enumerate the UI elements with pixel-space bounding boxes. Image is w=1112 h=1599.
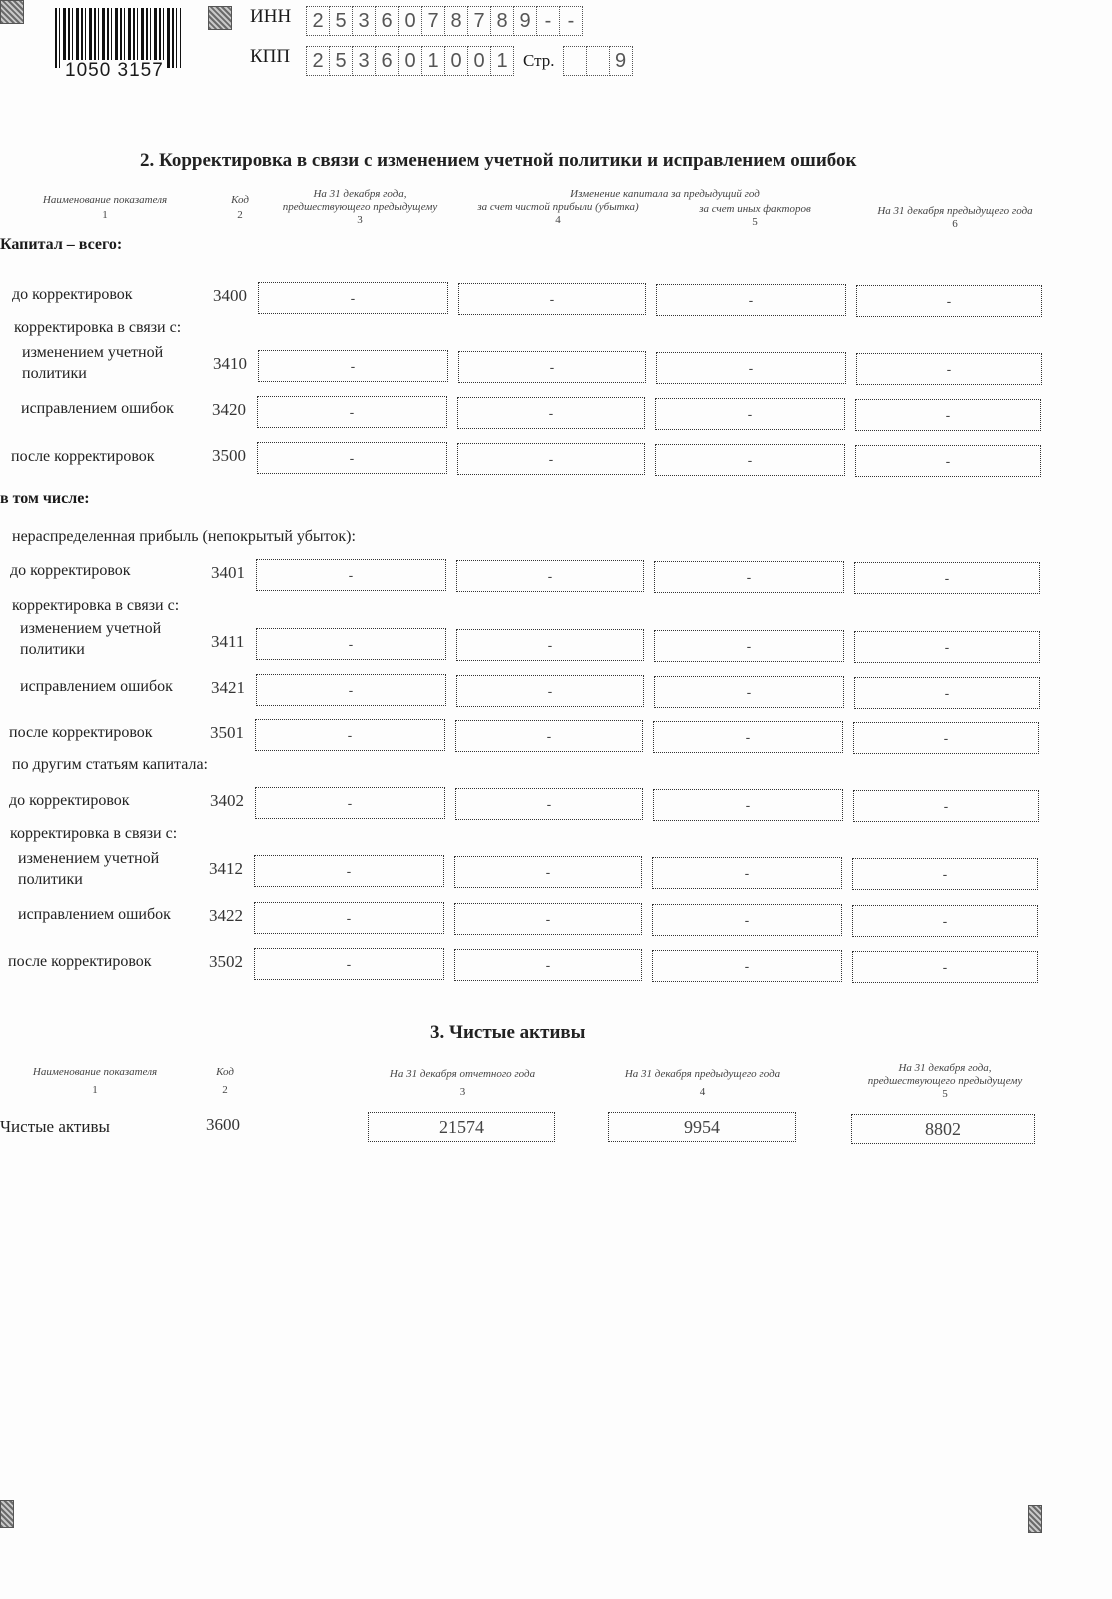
s3-col-header-name [25,1066,165,1097]
adjust-caption-3: корректировка в связи с: [10,825,178,842]
inn-digit-cell[interactable]: 2 [306,6,330,36]
row-code-3501: 3501 [210,723,244,742]
adjust-caption-1: корректировка в связи с: [14,319,182,336]
inn-field [306,6,582,36]
kpp-digit-cell[interactable]: 0 [467,46,491,76]
col-header-code-num: 2 [237,209,243,221]
kpp-digit-cell[interactable]: 1 [490,46,514,76]
row-label-3500: после корректировок [11,448,155,465]
col-header-3-line2: предшествующего предыдущему [282,201,438,213]
value-cell-3420-col6[interactable]: - [855,399,1041,431]
value-cell-3401-col3[interactable]: - [256,559,446,591]
value-cell-3420-col3[interactable]: - [257,396,447,428]
value-cell-3501-col4[interactable]: - [455,720,643,752]
value-cell-3422-col3[interactable]: - [254,902,444,934]
value-cell-3411-col4[interactable]: - [456,629,644,661]
s3-col-header-name-num: 1 [92,1084,98,1096]
value-cell-3411-col3[interactable]: - [256,628,446,660]
value-cell-3402-col5[interactable]: - [653,789,843,821]
corner-marker-bottom-right [1028,1505,1042,1533]
row-code-3502: 3502 [209,952,243,971]
row-code-3420: 3420 [212,400,246,419]
corner-marker-top-left [0,0,24,24]
kpp-digit-cell[interactable]: 2 [306,46,330,76]
kpp-row [306,46,632,76]
row-label-3402: до корректировок [9,792,130,809]
row-label-3501: после корректировок [9,724,153,741]
col-header-5-label: за счет иных факторов [699,203,811,215]
group-including: в том числе: [0,490,90,507]
net-assets-reporting-year[interactable]: 21574 [368,1112,555,1142]
value-cell-3400-col4[interactable]: - [458,283,646,315]
inn-digit-cell[interactable]: 3 [352,6,376,36]
value-cell-3412-col5[interactable]: - [652,857,842,889]
col-header-4 [468,201,648,227]
s3-col-header-name-label: Наименование показателя [32,1066,158,1078]
s3-col-header-5 [855,1062,1035,1101]
value-cell-3400-col6[interactable]: - [856,285,1042,317]
section2-title: 2. Корректировка в связи с изменением учетной политики и исправлением ошибок [140,150,857,171]
value-cell-3412-col6[interactable]: - [852,858,1038,890]
col-header-4-num: 4 [555,214,561,226]
value-cell-3411-col5[interactable]: - [654,630,844,662]
value-cell-3420-col5[interactable]: - [655,398,845,430]
col-header-name-label: Наименование показателя [42,194,168,206]
value-cell-3421-col3[interactable]: - [256,674,446,706]
row-label-3502: после корректировок [8,953,152,970]
value-cell-3422-col6[interactable]: - [852,905,1038,937]
col-header-name-num: 1 [102,209,108,221]
row-code-3402: 3402 [210,791,244,810]
page-label: Стр. [523,51,555,70]
group-other-capital: по другим статьям капитала: [12,756,208,773]
col-header-5-num: 5 [752,216,758,228]
net-assets-label: Чистые активы [0,1117,110,1136]
value-cell-3410-col5[interactable]: - [656,352,846,384]
col-header-6 [870,205,1040,231]
inn-digit-cell[interactable]: - [559,6,583,36]
s3-col-header-3-num: 3 [459,1086,466,1098]
s3-col-header-5-num: 5 [942,1088,948,1100]
row-label-3422: исправлением ошибок [18,906,171,923]
s3-col-header-4-num: 4 [699,1086,706,1098]
row-label-3412: изменением учетной политики [18,850,160,888]
row-label-3400: до корректировок [12,286,133,303]
col-header-5 [680,203,830,229]
group-capital-total: Капитал – всего: [0,236,123,253]
row-code-3400: 3400 [213,286,247,305]
row-code-3421: 3421 [211,678,245,697]
barcode [55,8,181,68]
value-cell-3500-col5[interactable]: - [655,444,845,476]
inn-digit-cell[interactable]: 8 [490,6,514,36]
col-header-6-num: 6 [952,218,958,230]
col-header-name [35,194,175,222]
adjust-caption-2: корректировка в связи с: [12,597,180,614]
s3-col-header-3-label: На 31 декабря отчетного года [389,1068,536,1080]
row-label-3410: изменением учетной политики [22,344,164,382]
row-code-3401: 3401 [211,563,245,582]
inn-digit-cell[interactable]: 9 [513,6,537,36]
group-retained-earnings: нераспределенная прибыль (непокрытый убыток): [12,528,356,545]
kpp-digit-cell[interactable]: 1 [421,46,445,76]
page-digit-cell[interactable]: 9 [609,46,633,76]
kpp-field [306,46,513,76]
col-header-code-label: Код [231,194,249,206]
s3-col-header-code-num: 2 [222,1084,228,1096]
inn-digit-cell[interactable]: 8 [444,6,468,36]
kpp-digit-cell[interactable]: 0 [444,46,468,76]
col-header-code [220,194,260,222]
value-cell-3421-col6[interactable]: - [854,677,1040,709]
row-code-3412: 3412 [209,859,243,878]
row-code-3422: 3422 [209,906,243,925]
value-cell-3401-col4[interactable]: - [456,560,644,592]
value-cell-3400-col3[interactable]: - [258,282,448,314]
s3-col-header-4-label: На 31 декабря предыдущего года [624,1068,781,1080]
value-cell-3422-col4[interactable]: - [454,903,642,935]
row-code-3500: 3500 [212,446,246,465]
kpp-digit-cell[interactable]: 5 [329,46,353,76]
inn-digit-cell[interactable]: 7 [467,6,491,36]
barcode-number: 1050 3157 [62,60,167,82]
value-cell-3500-col3[interactable]: - [257,442,447,474]
row-code-3411: 3411 [211,632,245,651]
kpp-label: КПП [250,46,291,67]
section3-title: 3. Чистые активы [430,1022,586,1043]
value-cell-3501-col3[interactable]: - [255,719,445,751]
kpp-digit-cell[interactable]: 6 [375,46,399,76]
page-digit-cell[interactable] [586,46,610,76]
value-cell-3500-col6[interactable]: - [855,445,1041,477]
value-cell-3412-col3[interactable]: - [254,855,444,887]
col-header-3 [270,188,450,227]
value-cell-3502-col5[interactable]: - [652,950,842,982]
inn-digit-cell[interactable]: 6 [375,6,399,36]
corner-marker-bottom-left [0,1500,14,1528]
row-code-3410: 3410 [213,354,247,373]
net-assets-code: 3600 [206,1115,240,1134]
inn-label: ИНН [250,6,292,27]
s3-col-header-code [205,1066,245,1097]
s3-col-header-4 [610,1068,795,1099]
s3-col-header-5-line2: предшествующего предыдущему [867,1075,1023,1087]
value-cell-3502-col6[interactable]: - [852,951,1038,983]
value-cell-3402-col4[interactable]: - [455,788,643,820]
row-label-3401: до корректировок [10,562,131,579]
inn-digit-cell[interactable]: 7 [421,6,445,36]
col-header-3-num: 3 [357,214,363,226]
value-cell-3402-col6[interactable]: - [853,790,1039,822]
page-number-field [563,46,632,76]
value-cell-3402-col3[interactable]: - [255,787,445,819]
value-cell-3502-col3[interactable]: - [254,948,444,980]
value-cell-3412-col4[interactable]: - [454,856,642,888]
value-cell-3411-col6[interactable]: - [854,631,1040,663]
kpp-digit-cell[interactable]: 3 [352,46,376,76]
value-cell-3421-col5[interactable]: - [654,676,844,708]
net-assets-year-before-previous[interactable]: 8802 [851,1114,1035,1144]
row-label-3421: исправлением ошибок [20,678,173,695]
value-cell-3501-col5[interactable]: - [653,721,843,753]
inn-digit-cell[interactable]: 5 [329,6,353,36]
page-digit-cell[interactable] [563,46,587,76]
col-header-3-line1: На 31 декабря года, [313,188,407,200]
value-cell-3410-col6[interactable]: - [856,353,1042,385]
value-cell-3420-col4[interactable]: - [457,397,645,429]
kpp-digit-cell[interactable]: 0 [398,46,422,76]
value-cell-3502-col4[interactable]: - [454,949,642,981]
inn-digit-cell[interactable]: 0 [398,6,422,36]
col-header-4-label: за счет чистой прибыли (убытка) [477,201,639,213]
value-cell-3410-col3[interactable]: - [258,350,448,382]
value-cell-3401-col5[interactable]: - [654,561,844,593]
value-cell-3421-col4[interactable]: - [456,675,644,707]
value-cell-3410-col4[interactable]: - [458,351,646,383]
row-label-3411: изменением учетной политики [20,620,162,658]
row-label-3420: исправлением ошибок [21,400,174,417]
value-cell-3501-col6[interactable]: - [853,722,1039,754]
inn-digit-cell[interactable]: - [536,6,560,36]
corner-marker-top [208,6,232,30]
s3-col-header-code-label: Код [216,1066,234,1078]
value-cell-3500-col4[interactable]: - [457,443,645,475]
s3-col-header-3 [370,1068,555,1099]
value-cell-3400-col5[interactable]: - [656,284,846,316]
value-cell-3401-col6[interactable]: - [854,562,1040,594]
col-header-6-label: На 31 декабря предыдущего года [877,205,1033,217]
value-cell-3422-col5[interactable]: - [652,904,842,936]
net-assets-previous-year[interactable]: 9954 [608,1112,796,1142]
s3-col-header-5-line1: На 31 декабря года, [898,1062,992,1074]
col-header-group: Изменение капитала за предыдущий год [570,188,760,200]
